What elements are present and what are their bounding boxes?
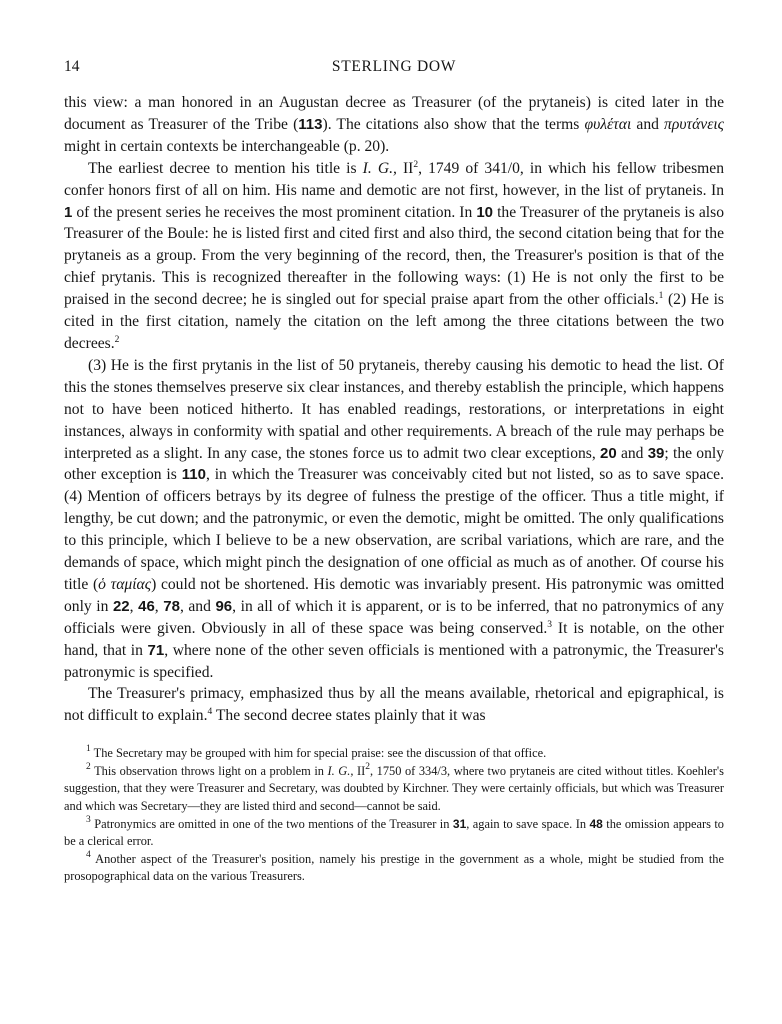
greek-term: πρυτάνεις [664,115,724,133]
footnote-1 [64,745,724,763]
text-run: (2) He is cited in the first citation, namely the citation on the left among the three citations between the two decrees. [64,291,725,352]
text-run: II [396,159,414,177]
text-run: Patronymics are omitted in one of the two mentions of the Treasurer in [90,816,453,831]
text-run: ) could not be shortened. His demotic was invariably present. His patronymic was omitted only in [64,575,724,615]
text-run: the omission appears to be a clerical error. [64,816,724,849]
inscription-number: 96 [215,597,233,615]
text-run: , and [179,597,216,615]
text-run: and [631,115,665,133]
footnote-ref[interactable]: 3 [547,619,552,630]
inscription-number: 48 [589,816,603,831]
text-run: , 1749 of 341/0, in which his fellow tribesmen confer honors first of all on him. His name and demotic are not first, however, in the list of prytaneis. In [64,159,724,199]
inscription-number: 78 [163,597,180,615]
text-run: The earliest decree to mention his title is [88,159,363,177]
text-run: Another aspect of the Treasurer's position, namely his prestige in the government as a whole, might be studied from the prosopographical data on the various Treasurers. [64,851,724,884]
text-run: (3) He is the first prytanis in the list of 50 prytaneis, thereby causing his demotic to head the list. Of this the stones themselves preserve six clear instances, and thereby establish the principle, which happens not to have been noticed hitherto. It has enabled readings, restorations, or interpretations in eight instances, always in conformity with spatial and other requirements. A breach of the rule may perhaps be interpreted as a slight. In any case, the stones force us to admit two clear exceptions, [64,356,724,462]
greek-term: φυλέται [584,115,632,133]
greek-term: ὁ ταμίας [98,575,152,593]
footnote-3 [64,816,724,851]
superscript: 2 [413,159,419,170]
text-run: , [154,597,164,615]
text-run: The Treasurer's primacy, emphasized thus by all the means available, rhetorical and epigraphical, is not difficult to explain. [64,685,724,725]
footnote-mark: 3 [86,814,91,825]
inscription-number: 10 [476,203,494,221]
body-text [64,92,724,727]
citation-ref: I. G., [327,763,354,778]
paragraph-2 [64,158,724,355]
footnote-ref[interactable]: 4 [207,707,213,718]
superscript: 2 [365,761,370,772]
text-run: The Secretary may be grouped with him for special praise: see the discussion of that office. [90,746,547,761]
footnote-4 [64,851,724,886]
inscription-number: 113 [298,115,323,133]
text-run: This observation throws light on a problem in [90,763,328,778]
text-run: the Treasurer of the prytaneis is also Treasurer of the Boule: he is listed first and cited first and also third, the second citation being that for the prytaneis as a group. From the very beginning of the record, then, the Treasurer's position is that of the chief prytanis. This is recognized thereafter in the following ways: (1) He is not only the first to be praised in the second decree; he is singled out for special praise apart from the other officials. [64,203,724,309]
paragraph-1 [64,92,724,158]
page [64,58,724,886]
text-run: The second decree states plainly that it was [212,707,486,725]
inscription-number: 110 [181,466,206,484]
page-number: 14 [64,58,80,75]
footnote-mark: 1 [86,744,91,755]
inscription-number: 20 [600,444,617,462]
footnotes [64,745,724,886]
text-run: , [129,597,139,615]
footnote-ref[interactable]: 2 [114,334,120,345]
page-header [64,58,724,80]
inscription-number: 31 [452,816,467,831]
inscription-number: 39 [647,444,665,462]
citation-ref: I. G., [362,159,397,177]
text-run: of the present series he receives the most prominent citation. In [72,203,477,221]
text-run: ). The citations also show that the terms [322,115,585,133]
inscription-number: 22 [112,597,130,615]
footnote-ref[interactable]: 1 [658,291,664,302]
running-head: STERLING DOW [331,58,457,75]
text-run: , again to save space. In [466,816,590,831]
text-run: , in which the Treasurer was conceivably cited but not listed, so as to save space. (4) Mention of officers betrays by its degree of fulness the prestige of the officer. Thus a title might, if lengthy, be cut down; and the patronymic, or even the demotic, might be omitted. The only qualifications to this principle, which I believe to be a new observation, are scribal variations, which are rare, and the demands of space, which might pinch the designation of one official as much as of another. Of course his title ( [64,466,724,593]
text-run: , where none of the other seven officials is mentioned with a patronymic, the Treasurer's patronymic is specified. [64,641,724,681]
text-run: II [353,763,366,778]
text-run: , in all of which it is apparent, or is to be inferred, that no patronymics of any officials were given. Obviously in all of these space was being conserved. [64,597,724,637]
footnote-mark: 2 [86,761,91,772]
text-run: , 1750 of 334/3, where two prytaneis are cited without titles. Koehler's suggestion, that they were Treasurer and Secretary, was doubted by Kirchner. They were certainly officials, but which was Treasurer and which was Secretary—they are listed third and second—cannot be said. [64,763,724,814]
inscription-number: 1 [64,203,73,221]
inscription-number: 71 [147,641,165,659]
text-run: this view: a man honored in an Augustan decree as Treasurer (of the prytaneis) is cited later in the document as Treasurer of the Tribe ( [64,94,724,133]
inscription-number: 46 [138,597,155,615]
text-run: might in certain contexts be interchangeable (p. 20). [64,137,390,155]
paragraph-4 [64,683,724,727]
footnote-mark: 4 [86,849,91,860]
footnote-2 [64,763,724,816]
text-run: ; the only other exception is [64,444,725,484]
text-run: and [616,444,648,462]
paragraph-3 [64,355,724,684]
text-run: It is notable, on the other hand, that in [64,619,724,659]
